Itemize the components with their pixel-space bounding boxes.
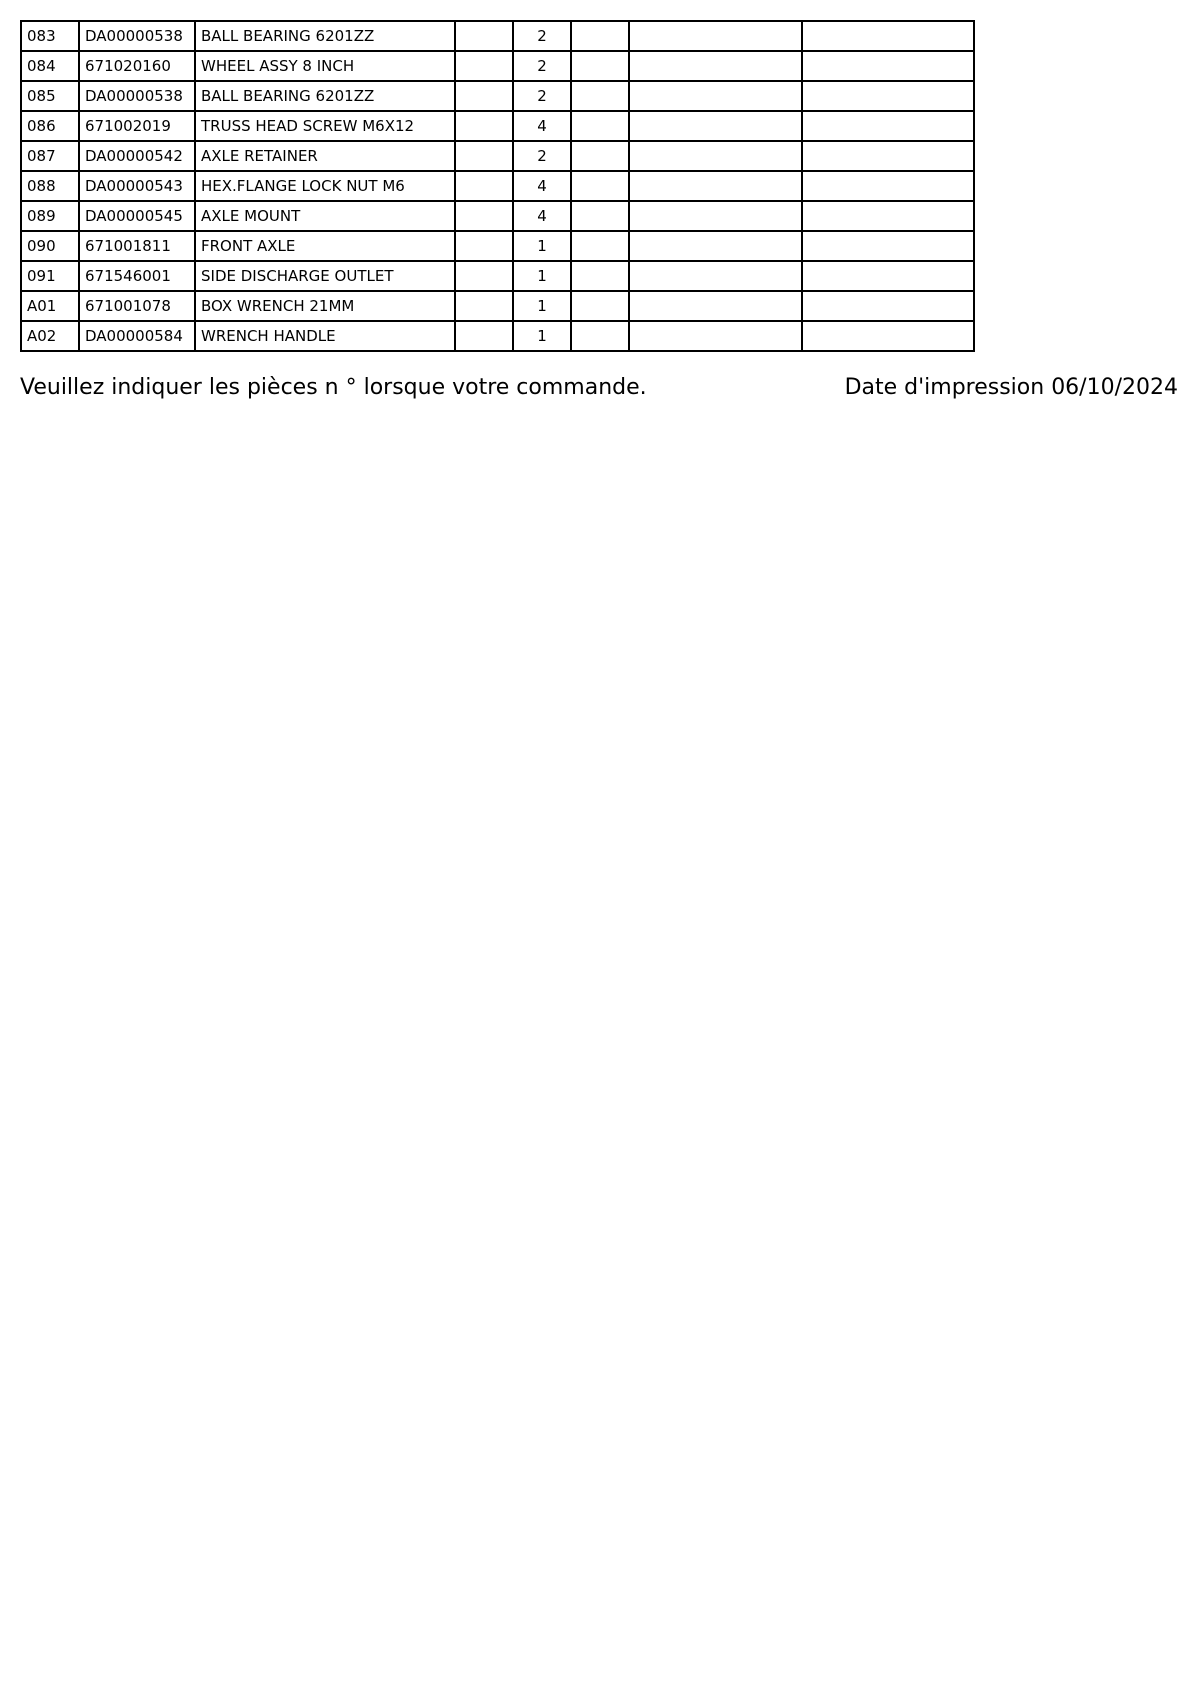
empty-cell (571, 141, 629, 171)
ref-cell: 085 (21, 81, 79, 111)
empty-cell (802, 81, 974, 111)
empty-cell (629, 201, 802, 231)
parts-table (20, 20, 975, 352)
empty-cell (802, 321, 974, 351)
empty-cell (629, 21, 802, 51)
empty-cell (802, 51, 974, 81)
empty-cell (629, 261, 802, 291)
description-cell: SIDE DISCHARGE OUTLET (195, 261, 455, 291)
description-cell: FRONT AXLE (195, 231, 455, 261)
ref-cell: 088 (21, 171, 79, 201)
table-row (21, 81, 974, 111)
ref-cell: 090 (21, 231, 79, 261)
ref-cell: 086 (21, 111, 79, 141)
empty-cell (802, 231, 974, 261)
empty-cell (571, 51, 629, 81)
empty-cell (571, 261, 629, 291)
empty-cell (571, 291, 629, 321)
empty-cell (629, 141, 802, 171)
quantity-cell: 2 (513, 81, 571, 111)
empty-cell (629, 111, 802, 141)
empty-cell (802, 141, 974, 171)
order-instruction-note: Veuillez indiquer les pièces n ° lorsque votre commande. (20, 375, 647, 400)
quantity-cell: 2 (513, 21, 571, 51)
empty-cell (629, 231, 802, 261)
table-row (21, 51, 974, 81)
quantity-cell: 4 (513, 201, 571, 231)
part-number-cell: 671002019 (79, 111, 195, 141)
description-cell: BALL BEARING 6201ZZ (195, 21, 455, 51)
description-cell: TRUSS HEAD SCREW M6X12 (195, 111, 455, 141)
table-row (21, 171, 974, 201)
part-number-cell: DA00000542 (79, 141, 195, 171)
ref-cell: 087 (21, 141, 79, 171)
empty-cell (629, 321, 802, 351)
empty-cell (802, 21, 974, 51)
quantity-cell: 4 (513, 111, 571, 141)
empty-cell (571, 201, 629, 231)
table-row (21, 321, 974, 351)
empty-cell (571, 231, 629, 261)
table-row (21, 231, 974, 261)
description-cell: AXLE MOUNT (195, 201, 455, 231)
empty-cell (802, 291, 974, 321)
ref-cell: 083 (21, 21, 79, 51)
empty-cell (802, 201, 974, 231)
empty-cell (455, 21, 513, 51)
empty-cell (629, 291, 802, 321)
empty-cell (802, 111, 974, 141)
part-number-cell: 671546001 (79, 261, 195, 291)
quantity-cell: 1 (513, 321, 571, 351)
empty-cell (455, 321, 513, 351)
quantity-cell: 4 (513, 171, 571, 201)
part-number-cell: 671001811 (79, 231, 195, 261)
ref-cell: A01 (21, 291, 79, 321)
empty-cell (802, 261, 974, 291)
empty-cell (629, 81, 802, 111)
empty-cell (455, 231, 513, 261)
part-number-cell: 671020160 (79, 51, 195, 81)
quantity-cell: 1 (513, 291, 571, 321)
part-number-cell: DA00000584 (79, 321, 195, 351)
part-number-cell: 671001078 (79, 291, 195, 321)
empty-cell (571, 111, 629, 141)
empty-cell (455, 291, 513, 321)
empty-cell (455, 171, 513, 201)
empty-cell (629, 51, 802, 81)
empty-cell (455, 261, 513, 291)
description-cell: AXLE RETAINER (195, 141, 455, 171)
empty-cell (571, 171, 629, 201)
description-cell: BALL BEARING 6201ZZ (195, 81, 455, 111)
part-number-cell: DA00000538 (79, 21, 195, 51)
empty-cell (455, 141, 513, 171)
ref-cell: 084 (21, 51, 79, 81)
table-row (21, 111, 974, 141)
table-row (21, 201, 974, 231)
ref-cell: 091 (21, 261, 79, 291)
table-row (21, 141, 974, 171)
quantity-cell: 2 (513, 141, 571, 171)
empty-cell (802, 171, 974, 201)
table-row (21, 21, 974, 51)
empty-cell (571, 81, 629, 111)
empty-cell (455, 51, 513, 81)
empty-cell (455, 81, 513, 111)
quantity-cell: 1 (513, 231, 571, 261)
table-row (21, 291, 974, 321)
part-number-cell: DA00000543 (79, 171, 195, 201)
empty-cell (455, 201, 513, 231)
print-date: Date d'impression 06/10/2024 (844, 375, 1178, 400)
description-cell: HEX.FLANGE LOCK NUT M6 (195, 171, 455, 201)
table-row (21, 261, 974, 291)
part-number-cell: DA00000538 (79, 81, 195, 111)
ref-cell: A02 (21, 321, 79, 351)
empty-cell (571, 321, 629, 351)
empty-cell (455, 111, 513, 141)
empty-cell (571, 21, 629, 51)
parts-table-body (21, 21, 974, 351)
quantity-cell: 1 (513, 261, 571, 291)
description-cell: WRENCH HANDLE (195, 321, 455, 351)
part-number-cell: DA00000545 (79, 201, 195, 231)
description-cell: BOX WRENCH 21MM (195, 291, 455, 321)
quantity-cell: 2 (513, 51, 571, 81)
description-cell: WHEEL ASSY 8 INCH (195, 51, 455, 81)
ref-cell: 089 (21, 201, 79, 231)
empty-cell (629, 171, 802, 201)
